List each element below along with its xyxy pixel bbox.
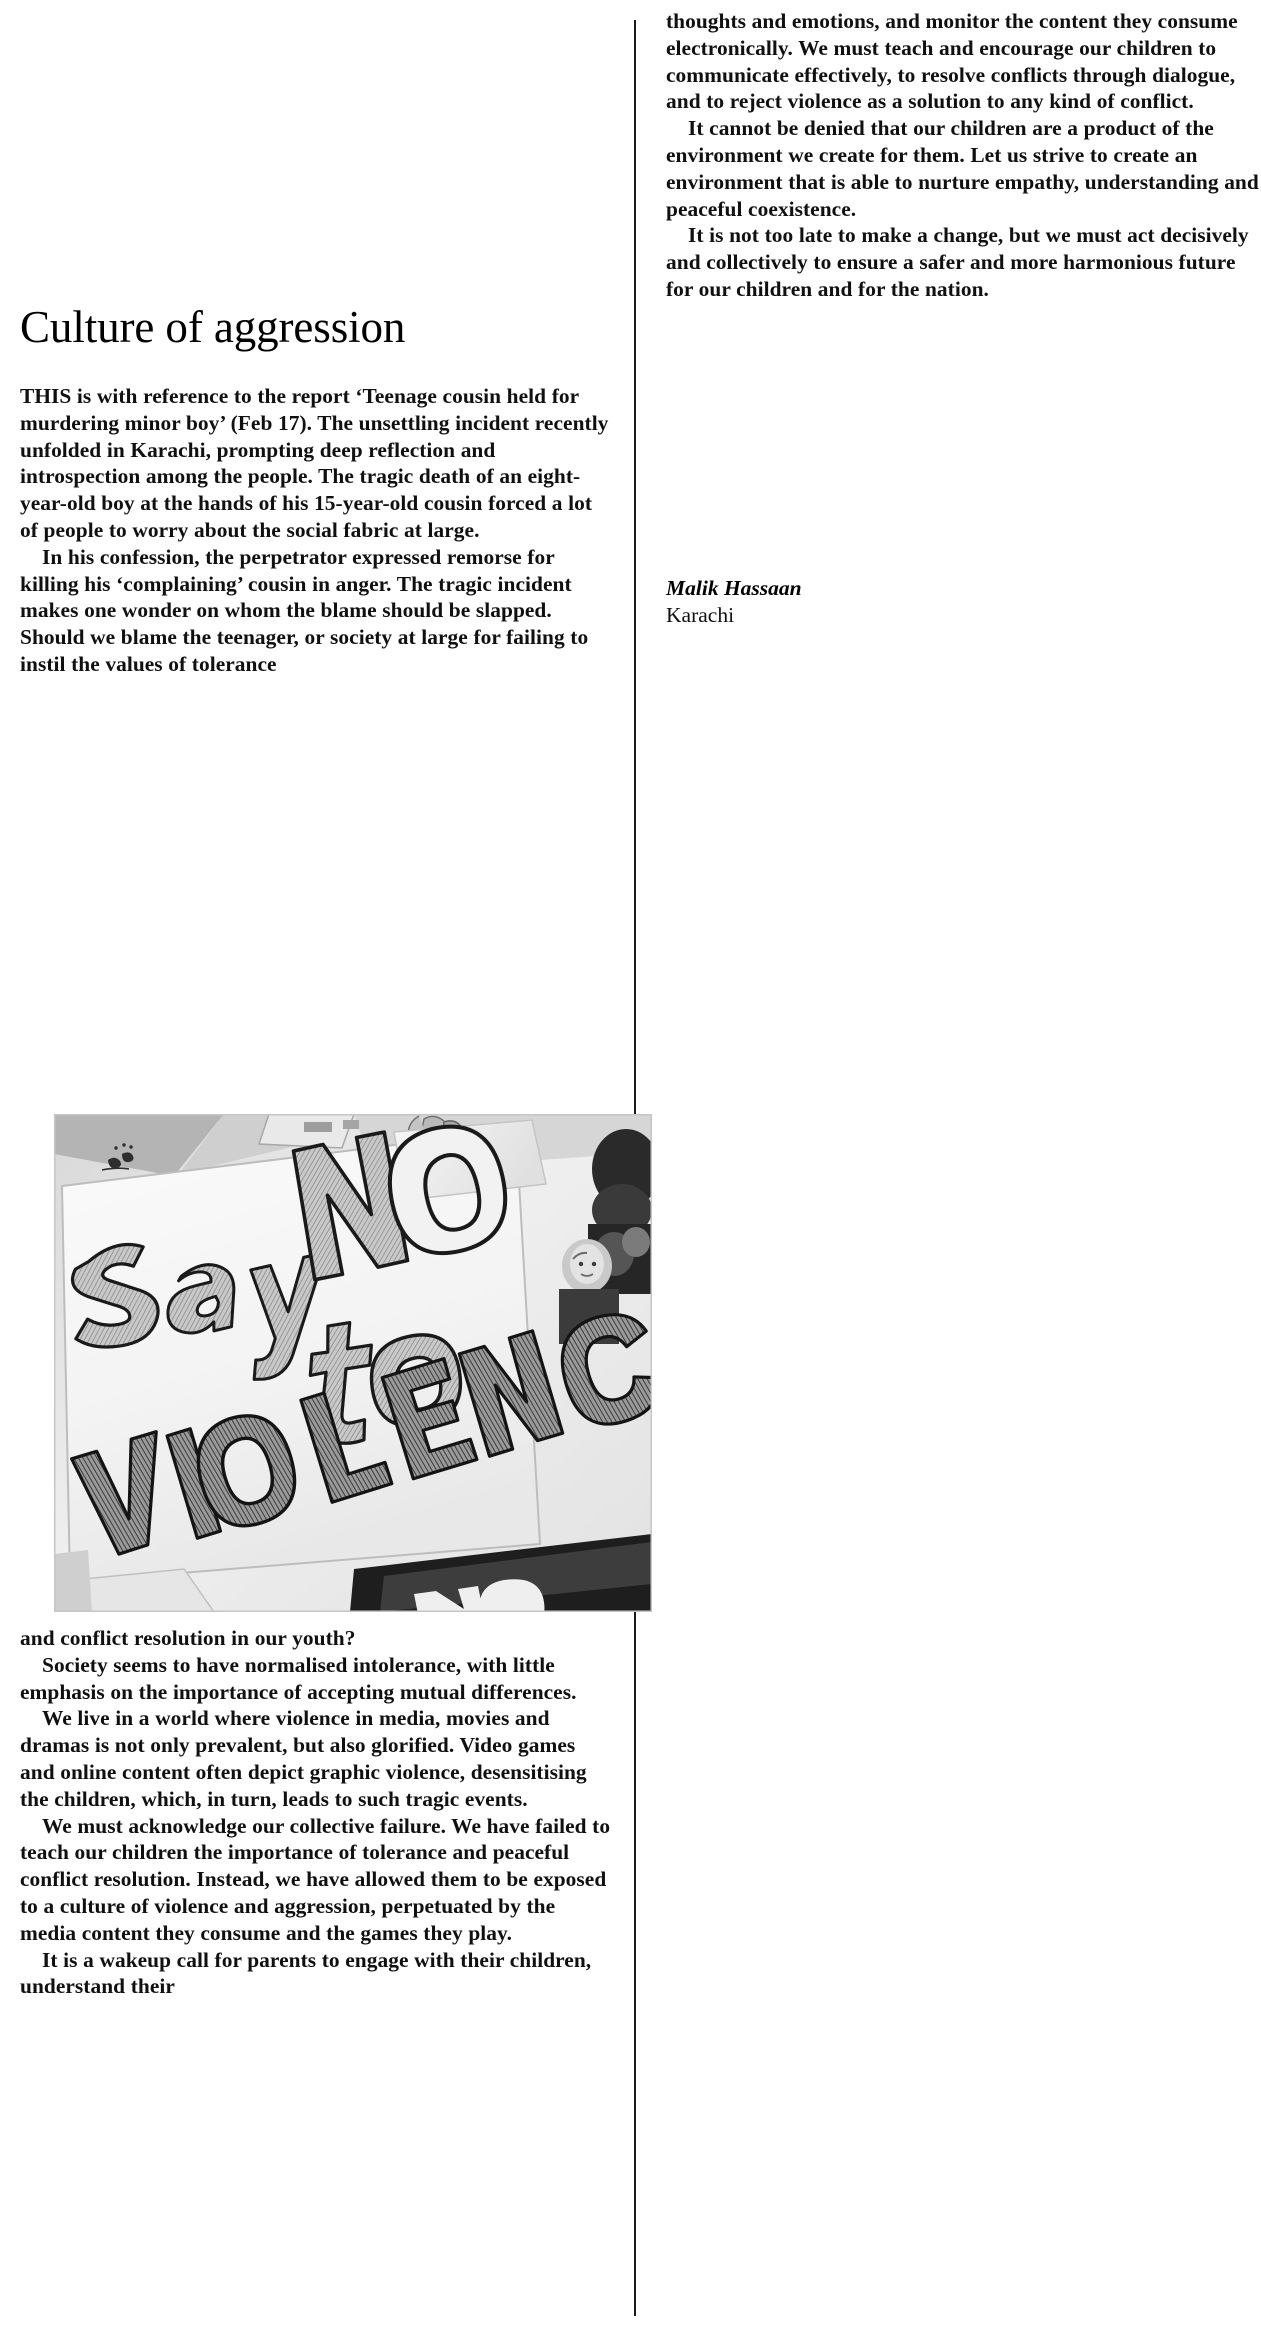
- author-name: Malik Hassaan: [666, 576, 802, 600]
- left-column-bottom-text: [20, 1625, 615, 2000]
- author-city: Karachi: [666, 603, 735, 627]
- paragraph: It is not too late to make a change, but we must act decisively and collectively to ensure a safer and more harmonious future for our children and for the nation.: [666, 223, 1249, 301]
- paragraph: We live in a world where violence in media, movies and dramas is not only prevalent, but also glorified. Video games and online content often depict graphic violence, desensitising the children, which, in turn, leads to such tragic events.: [20, 1706, 587, 1811]
- paragraph: thoughts and emotions, and monitor the content they consume electronically. We must teach and encourage our children to communicate effectively, to resolve conflicts through dialogue, and to reject violence as a solution to any kind of conflict.: [666, 9, 1238, 114]
- paragraph: Society seems to have normalised intolerance, with little emphasis on the importance of accepting mutual differences.: [20, 1652, 577, 1704]
- paragraph: It is a wakeup call for parents to engage with their children, understand their: [20, 1947, 592, 1999]
- paragraph: THIS is with reference to the report ‘Teenage cousin held for murdering minor boy’ (Feb 17). The unsettling incident recently unfolded in Karachi, prompting deep reflection and introspection among the people. The tragic death of an eight-year-old boy at the hands of his 15-year-old cousin forced a lot of people to worry about the social fabric at large.: [20, 384, 609, 542]
- headline-container: [20, 304, 612, 351]
- paragraph: and conflict resolution in our youth?: [20, 1626, 356, 1650]
- paragraph: In his confession, the perpetrator expressed remorse for killing his ‘complaining’ cousin in anger. The tragic incident makes one wonder on whom the blame should be slapped. Should we blame the teenager, or society at large for failing to instil the values of tolerance: [20, 544, 589, 676]
- letter-signature: [666, 575, 1066, 629]
- paragraph: It cannot be denied that our children are a product of the environment we create for them. Let us strive to create an environment that is able to nurture empathy, understanding and peaceful coexistence.: [666, 116, 1259, 221]
- protest-placard-photo: [54, 1114, 652, 1612]
- right-column-text: [666, 8, 1261, 303]
- page-title: Culture of aggression: [20, 302, 406, 352]
- paragraph: We must acknowledge our collective failure. We have failed to teach our children the importance of tolerance and peaceful conflict resolution. Instead, we have allowed them to be exposed to a culture of violence and aggression, perpetuated by the media content they consume and the games they play.: [20, 1813, 611, 1945]
- article-photo: [54, 1114, 652, 1612]
- left-column-top-text: [20, 383, 615, 678]
